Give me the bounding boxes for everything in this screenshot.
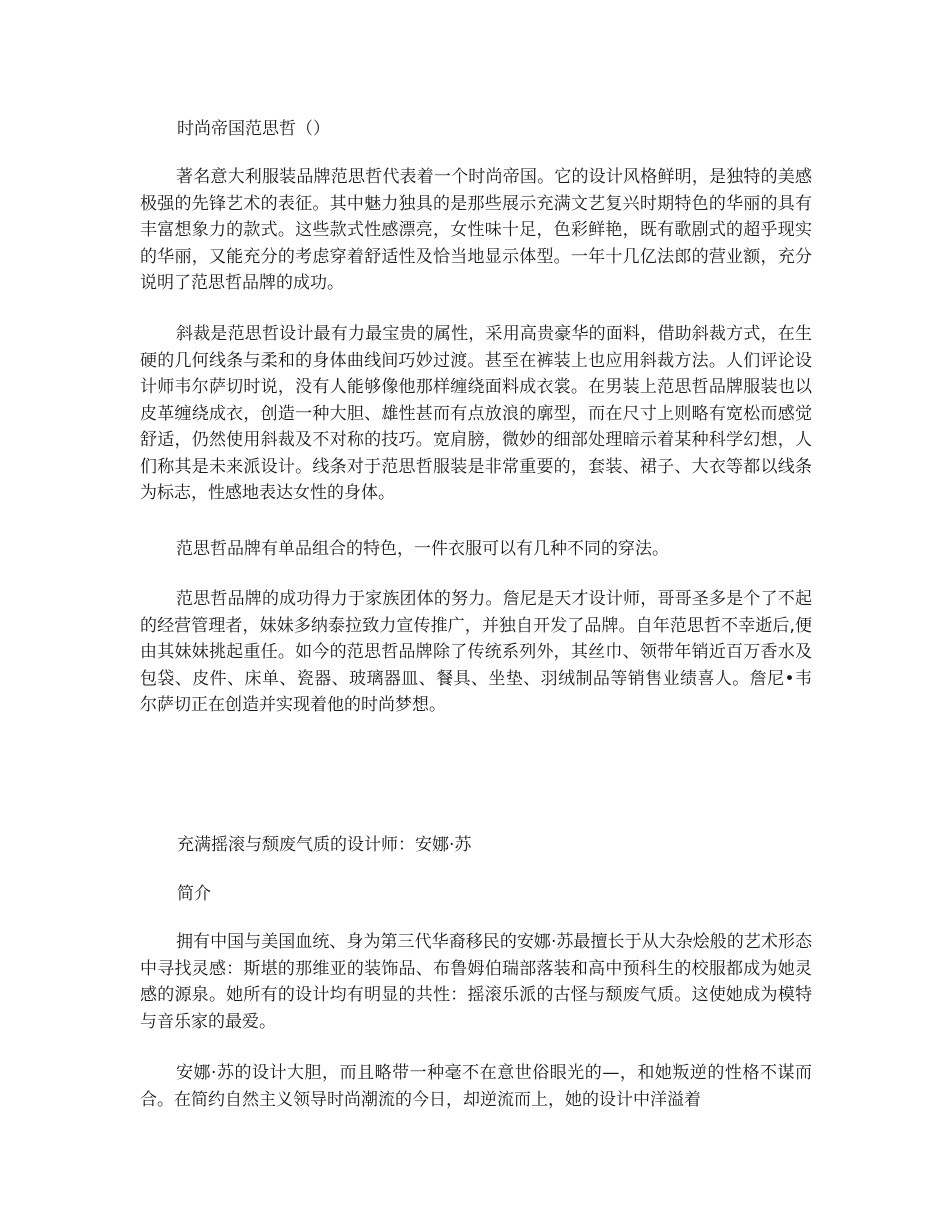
paragraph-text: 著名意大利服装品牌范思哲代表着一个时尚帝国。它的设计风格鲜明，是独特的美感极强的先锋艺术的表征。其中魅力独具的是那些展示充满文艺复兴时期特色的华丽的具有丰富想象力的款式。这些款式性感漂亮，女性味十足，色彩鲜艳，既有歌剧式的超乎现实的华丽，又能充分的考虑穿着舒适性及恰当地显示体型。一年十几亿法郎的营业额，充分说明了范思哲品牌的成功。 bbox=[140, 167, 812, 293]
paragraph-text: 范思哲品牌的成功得力于家族团体的努力。詹尼是天才设计师，哥哥圣多是个了不起的经营管理者，妹妹多纳泰拉致力宣传推广，并独自开发了品牌。自年范思哲不幸逝后,便由其妹妹挑起重任。如今的范思哲品牌除了传统系列外，其丝巾、领带年销近百万香水及包袋、皮件、床单、瓷器、玻璃器皿、餐具、坐垫、羽绒制品等销售业绩喜人。詹尼•韦尔萨切正在创造并实现着他的时尚梦想。 bbox=[140, 589, 812, 715]
paragraph-anna-sui-design bbox=[140, 1060, 812, 1113]
paragraph-versace-single-items bbox=[140, 536, 812, 563]
section-title-versace: 时尚帝国范思哲（） bbox=[177, 119, 330, 139]
paragraph-text: 范思哲品牌有单品组合的特色，一件衣服可以有几种不同的穿法。 bbox=[176, 539, 669, 559]
section-title-anna-sui: 充满摇滚与颓废气质的设计师：安娜·苏 bbox=[177, 835, 472, 855]
paragraph-text: 斜裁是范思哲设计最有力最宝贵的属性，采用高贵豪华的面料，借助斜裁方式，在生硬的几何线条与柔和的身体曲线间巧妙过渡。甚至在裤装上也应用斜裁方法。人们评论设计师韦尔萨切时说，没有人能够像他那样缠绕面料成衣裳。在男装上范思哲品牌服装也以皮革缠绕成衣，创造一种大胆、雄性甚而有点放浪的廓型，而在尺寸上则略有宽松而感觉舒适，仍然使用斜裁及不对称的技巧。宽肩膀，微妙的细部处理暗示着某种科学幻想，人们称其是未来派设计。线条对于范思哲服装是非常重要的，套装、裙子、大衣等都以线条为标志，性感地表达女性的身体。 bbox=[140, 324, 812, 503]
paragraph-versace-bias-cut bbox=[140, 321, 812, 507]
paragraph-text: 安娜·苏的设计大胆，而且略带一种毫不在意世俗眼光的—，和她叛逆的性格不谋而合。在简约自然主义领导时尚潮流的今日，却逆流而上，她的设计中洋溢着 bbox=[140, 1063, 812, 1110]
paragraph-anna-sui-intro bbox=[140, 929, 812, 1035]
paragraph-versace-intro bbox=[140, 164, 812, 297]
paragraph-text: 拥有中国与美国血统、身为第三代华裔移民的安娜·苏最擅长于从大杂烩般的艺术形态中寻找灵感：斯堪的那维亚的装饰品、布鲁姆伯瑞部落装和高中预科生的校服都成为她灵感的源泉。她所有的设计均有明显的共性：摇滚乐派的古怪与颓废气质。这使她成为模特与音乐家的最爱。 bbox=[140, 932, 812, 1032]
section-subtitle-intro: 简介 bbox=[177, 884, 211, 904]
paragraph-versace-family bbox=[140, 586, 812, 719]
